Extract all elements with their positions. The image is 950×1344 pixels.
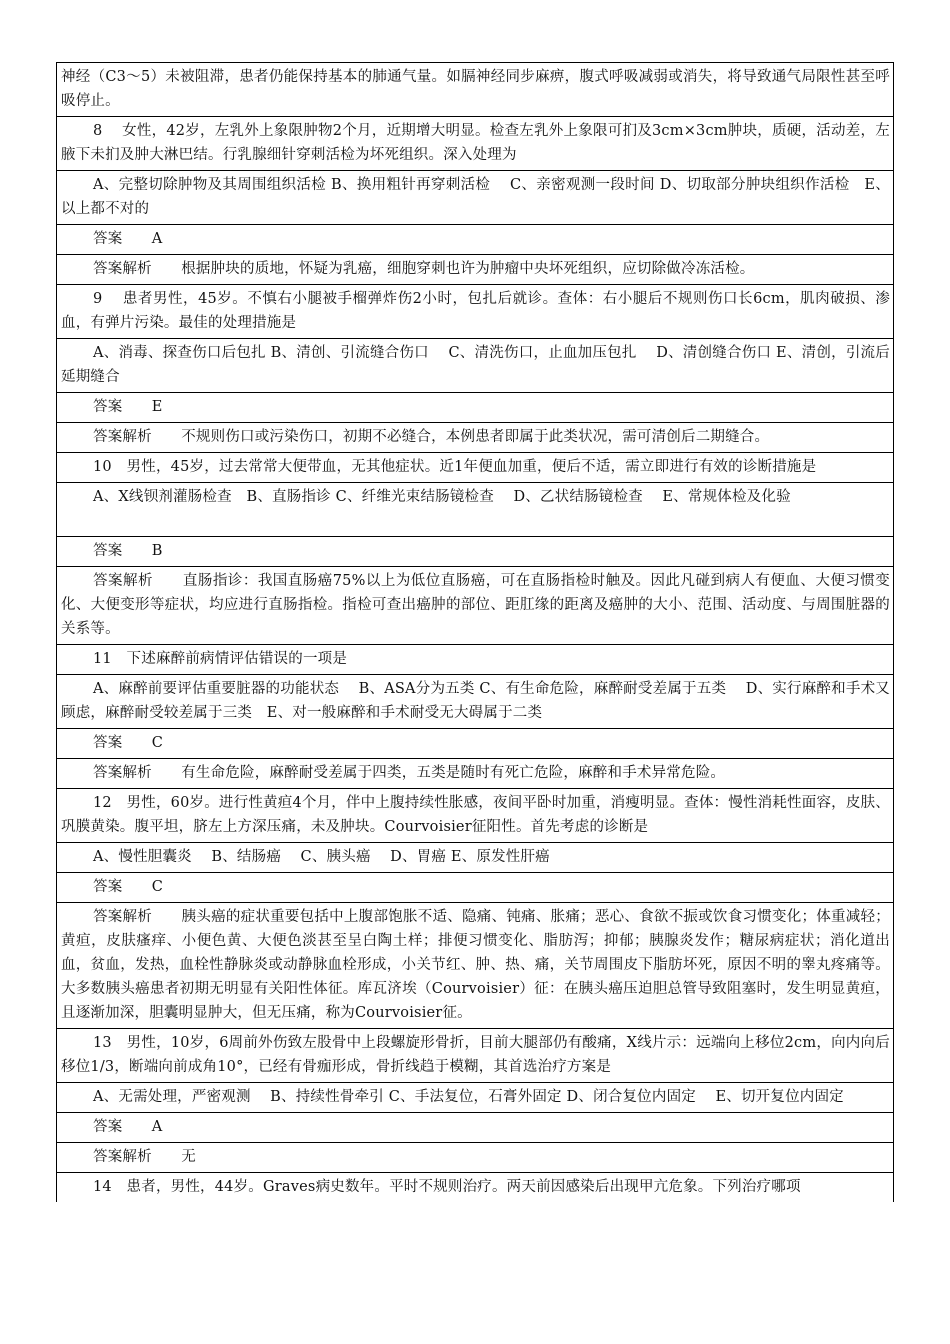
exam-table <box>56 62 894 1202</box>
question-12-explanation: 答案解析 胰头癌的症状重要包括中上腹部饱胀不适、隐痛、钝痛、胀痛；恶心、食欲不振或饮食习惯变化；体重减轻；黄疸，皮肤瘙痒、小便色黄、大便色淡甚至呈白陶土样；排便习惯变化、脂肪泻；抑郁；胰腺炎发作；糖尿病症状；消化道出血，贫血，发热，血栓性静脉炎或动静脉血栓形成，小关节红、肿、热、痛，关节周围皮下脂肪坏死，原因不明的睾丸疼痛等。大多数胰头癌患者初期无明显有关阳性体征。库瓦济埃（Courvoisier）征：在胰头癌压迫胆总管导致阻塞时，发生明显黄疸，且逐渐加深，胆囊明显肿大，但无压痛，称为Courvoisier征。 <box>56 903 894 1029</box>
question-11-stem: 11 下述麻醉前病情评估错误的一项是 <box>56 645 894 675</box>
question-7-explanation-cont: 神经（C3～5）未被阻滞，患者仍能保持基本的肺通气量。如膈神经同步麻痹，腹式呼吸减弱或消失，将导致通气局限性甚至呼吸停止。 <box>56 63 894 117</box>
question-12-options: A、慢性胆囊炎 B、结肠癌 C、胰头癌 D、胃癌 E、原发性肝癌 <box>56 843 894 873</box>
question-11-answer: 答案 C <box>56 729 894 759</box>
question-8-stem: 8 女性，42岁，左乳外上象限肿物2个月，近期增大明显。检查左乳外上象限可扪及3cm×3cm肿块，质硬，活动差，左腋下未扪及肿大淋巴结。行乳腺细针穿刺活检为坏死组织。深入处理为 <box>56 117 894 171</box>
question-9-answer: 答案 E <box>56 393 894 423</box>
question-8-answer: 答案 A <box>56 225 894 255</box>
question-10-stem: 10 男性，45岁，过去常常大便带血，无其他症状。近1年便血加重，便后不适，需立即进行有效的诊断措施是 <box>56 453 894 483</box>
question-13-stem: 13 男性，10岁，6周前外伤致左股骨中上段螺旋形骨折，目前大腿部仍有酸痛，X线片示：远端向上移位2cm，向内向后移位1/3，断端向前成角10°，已经有骨痂形成，骨折线趋于模糊，其首选治疗方案是 <box>56 1029 894 1083</box>
question-10-explanation: 答案解析 直肠指诊：我国直肠癌75%以上为低位直肠癌，可在直肠指检时触及。因此凡碰到病人有便血、大便习惯变化、大便变形等症状，均应进行直肠指检。指检可查出癌肿的部位、距肛缘的距离及癌肿的大小、范围、活动度、与周围脏器的关系等。 <box>56 567 894 645</box>
question-14-stem: 14 患者，男性，44岁。Graves病史数年。平时不规则治疗。两天前因感染后出现甲亢危象。下列治疗哪项 <box>56 1173 894 1202</box>
question-9-explanation: 答案解析 不规则伤口或污染伤口，初期不必缝合，本例患者即属于此类状况，需可清创后二期缝合。 <box>56 423 894 453</box>
question-12-stem: 12 男性，60岁。进行性黄疸4个月，伴中上腹持续性胀感，夜间平卧时加重，消瘦明显。查体：慢性消耗性面容，皮肤、巩膜黄染。腹平坦，脐左上方深压痛，未及肿块。Courvoisier征阳性。首先考虑的诊断是 <box>56 789 894 843</box>
question-8-explanation: 答案解析 根据肿块的质地，怀疑为乳癌，细胞穿刺也许为肿瘤中央坏死组织，应切除做冷冻活检。 <box>56 255 894 285</box>
question-8-options: A、完整切除肿物及其周围组织活检 B、换用粗针再穿刺活检 C、亲密观测一段时间 D、切取部分肿块组织作活检 E、以上都不对的 <box>56 171 894 225</box>
question-12-answer: 答案 C <box>56 873 894 903</box>
question-13-answer: 答案 A <box>56 1113 894 1143</box>
question-10-options: A、X线钡剂灌肠检查 B、直肠指诊 C、纤维光束结肠镜检查 D、乙状结肠镜检查 E、常规体检及化验 <box>56 483 894 537</box>
question-11-explanation: 答案解析 有生命危险，麻醉耐受差属于四类，五类是随时有死亡危险，麻醉和手术异常危险。 <box>56 759 894 789</box>
question-13-options: A、无需处理，严密观测 B、持续性骨牵引 C、手法复位，石膏外固定 D、闭合复位内固定 E、切开复位内固定 <box>56 1083 894 1113</box>
question-13-explanation: 答案解析 无 <box>56 1143 894 1173</box>
question-9-options: A、消毒、探查伤口后包扎 B、清创、引流缝合伤口 C、清洗伤口，止血加压包扎 D、清创缝合伤口 E、清创，引流后延期缝合 <box>56 339 894 393</box>
question-11-options: A、麻醉前要评估重要脏器的功能状态 B、ASA分为五类 C、有生命危险，麻醉耐受差属于五类 D、实行麻醉和手术又顾虑，麻醉耐受较差属于三类 E、对一般麻醉和手术耐受无大碍属于二类 <box>56 675 894 729</box>
question-10-answer: 答案 B <box>56 537 894 567</box>
question-9-stem: 9 患者男性，45岁。不慎右小腿被手榴弹炸伤2小时，包扎后就诊。查体：右小腿后不规则伤口长6cm，肌肉破损、渗血，有弹片污染。最佳的处理措施是 <box>56 285 894 339</box>
